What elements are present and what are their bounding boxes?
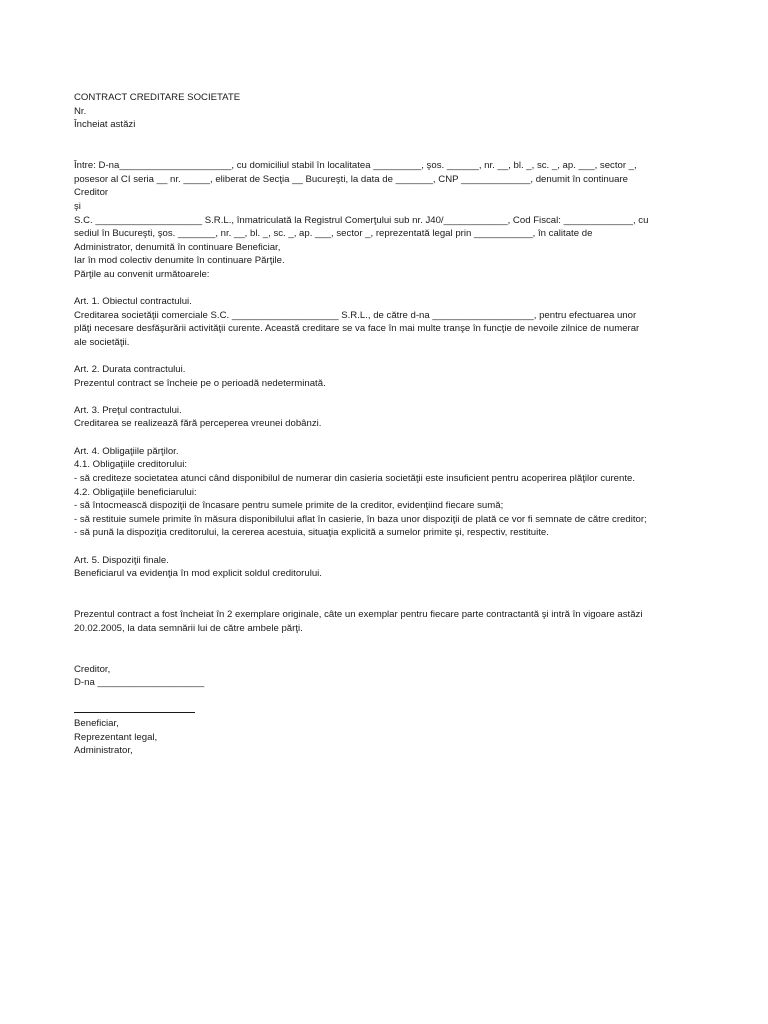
article-1-line: ale societăţii.: [74, 337, 130, 348]
parties-line: Iar în mod colectiv denumite în continuare Părţile.: [74, 255, 285, 266]
concluded-today-text: Încheiat astăzi: [74, 119, 136, 130]
article-3-heading: Art. 3. Preţul contractului.: [74, 405, 182, 416]
article-4-line: 4.1. Obligaţiile creditorului:: [74, 459, 188, 470]
article-1-line: plăţi necesare desfăşurării activităţii curente. Această creditare se va face în mai multe tranşe în funcţie de nevoile zilnice de numerar: [74, 323, 640, 334]
article-1-line: Creditarea societăţii comerciale S.C. ____________________ S.R.L., de către d-na ___________________, pentru efectuarea unor: [74, 310, 637, 321]
parties-line: Părţile au convenit următoarele:: [74, 269, 210, 280]
contract-number-label: Nr.: [74, 106, 87, 117]
article-1-heading: Art. 1. Obiectul contractului.: [74, 296, 192, 307]
beneficiary-role-line: Reprezentant legal,: [74, 732, 158, 743]
article-2-line: Prezentul contract se încheie pe o perioadă nedeterminată.: [74, 378, 326, 389]
parties-line: şi: [74, 201, 81, 212]
article-2-heading: Art. 2. Durata contractului.: [74, 364, 186, 375]
article-4-line: 4.2. Obligaţiile beneficiarului:: [74, 487, 197, 498]
parties-line: Administrator, denumită în continuare Beneficiar,: [74, 242, 281, 253]
article-4-line: - să întocmească dispoziţii de încasare pentru sumele primite de la creditor, evidenţiind fiecare sumă;: [74, 500, 504, 511]
beneficiary-signature-rule: [74, 712, 195, 713]
creditor-signature-line: D-na ____________________: [74, 677, 205, 688]
article-4-heading: Art. 4. Obligaţiile părţilor.: [74, 446, 179, 457]
article-4-line: - să pună la dispoziţia creditorului, la cererea acestuia, situaţia explicită a sumelor primite şi, respectiv, restituite.: [74, 527, 549, 538]
article-4-line: - să restituie sumele primite în măsura disponibilului aflat în casierie, în baza unor dispoziţii de plată ce vor fi semnate de către creditor;: [74, 514, 647, 525]
parties-line: posesor al CI seria __ nr. _____, eliberat de Secţia __ Bucureşti, la data de _______, CNP _____________, denumit în continuare: [74, 174, 628, 185]
article-5-heading: Art. 5. Dispoziţii finale.: [74, 555, 169, 566]
article-3-line: Creditarea se realizează fără perceperea vreunei dobânzi.: [74, 418, 322, 429]
article-5-line: Beneficiarul va evidenţia în mod explicit soldul creditorului.: [74, 568, 322, 579]
closing-line: 20.02.2005, la data semnării lui de către ambele părţi.: [74, 623, 303, 634]
document-title: CONTRACT CREDITARE SOCIETATE: [74, 92, 241, 103]
parties-line: Creditor: [74, 187, 109, 198]
creditor-signature-label: Creditor,: [74, 664, 111, 675]
parties-line: sediul în Bucureşti, şos. _______, nr. __, bl. _, sc. _, ap. ___, sector _, reprezentată legal prin ___________, în calitate de: [74, 228, 593, 239]
beneficiary-role-line: Administrator,: [74, 745, 133, 756]
parties-line: S.C. ____________________ S.R.L., înmatriculată la Registrul Comerţului sub nr. J40/____________, Cod Fiscal: _____________, cu: [74, 215, 649, 226]
beneficiary-signature-label: Beneficiar,: [74, 718, 119, 729]
article-4-line: - să crediteze societatea atunci când disponibilul de numerar din casieria societăţii este insuficient pentru acoperirea plăţilor curente.: [74, 473, 636, 484]
closing-line: Prezentul contract a fost încheiat în 2 exemplare originale, câte un exemplar pentru fiecare parte contractantă şi intră în vigoare astăzi: [74, 609, 643, 620]
parties-line: Între: D-na_____________________, cu domiciliul stabil în localitatea _________, şos. ______, nr. __, bl. _, sc. _, ap. ___, sector _,: [74, 160, 637, 171]
